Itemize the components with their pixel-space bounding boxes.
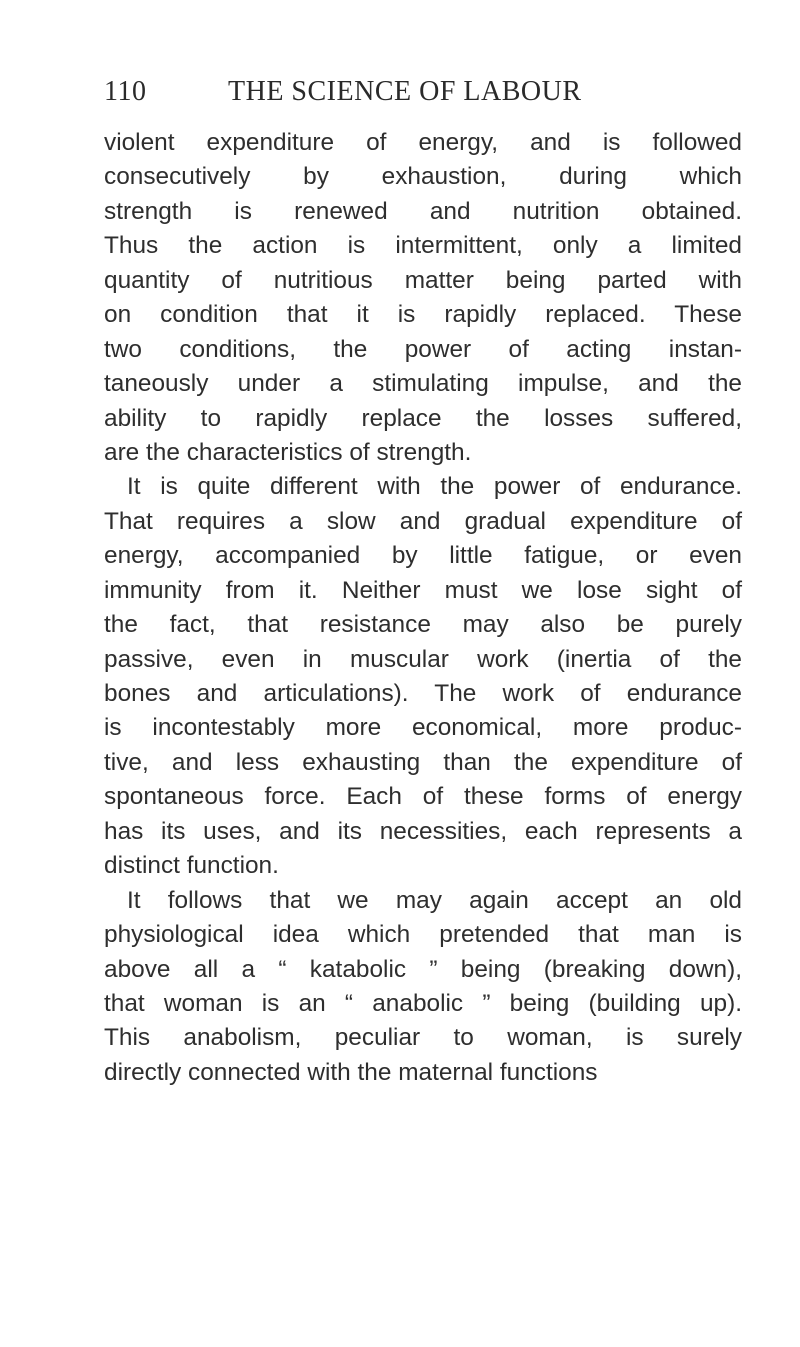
page-number: 110 [104, 76, 147, 107]
text-line: passive, even in muscular work (inertia of the [104, 645, 742, 673]
text-line: immunity from it. Neither must we lose sight of [104, 576, 742, 604]
text-line: two conditions, the power of acting instan- [104, 335, 742, 363]
text-line: taneously under a stimulating impulse, and the [104, 370, 742, 398]
text-line: tive, and less exhausting than the expenditure of [104, 748, 742, 776]
text-line: above all a “ katabolic ” being (breaking down), [104, 955, 742, 983]
text-line: the fact, that resistance may also be purely [104, 611, 742, 639]
text-line: is incontestably more economical, more produc- [104, 714, 742, 742]
text-line: that woman is an “ anabolic ” being (building up). [104, 989, 742, 1017]
text-line: ability to rapidly replace the losses suffered, [104, 404, 742, 432]
text-line: distinct function. [104, 852, 279, 880]
text-line: Thus the action is intermittent, only a limited [104, 232, 742, 260]
body-text [104, 126, 742, 1090]
text-line: That requires a slow and gradual expenditure of [104, 507, 742, 535]
text-line: has its uses, and its necessities, each represents a [104, 817, 742, 845]
text-line: on condition that it is rapidly replaced. These [104, 301, 742, 329]
text-line: bones and articulations). The work of endurance [104, 680, 742, 707]
running-head [104, 76, 724, 116]
paragraph-start-line: It follows that we may again accept an old [127, 886, 742, 914]
paragraph-start-line: It is quite different with the power of endurance. [127, 473, 742, 501]
text-line: are the characteristics of strength. [104, 438, 472, 466]
text-line: spontaneous force. Each of these forms of energy [104, 783, 742, 811]
text-line: quantity of nutritious matter being parted with [104, 266, 742, 294]
running-title: THE SCIENCE OF LABOUR [228, 76, 582, 107]
text-line: physiological idea which pretended that man is [104, 921, 742, 949]
text-line: consecutively by exhaustion, during which [104, 163, 742, 191]
text-line: directly connected with the maternal functions [104, 1058, 598, 1086]
text-line: This anabolism, peculiar to woman, is surely [104, 1024, 742, 1052]
text-line: strength is renewed and nutrition obtained. [104, 197, 742, 225]
text-line: energy, accompanied by little fatigue, or even [104, 542, 742, 570]
text-line: violent expenditure of energy, and is followed [104, 129, 742, 156]
